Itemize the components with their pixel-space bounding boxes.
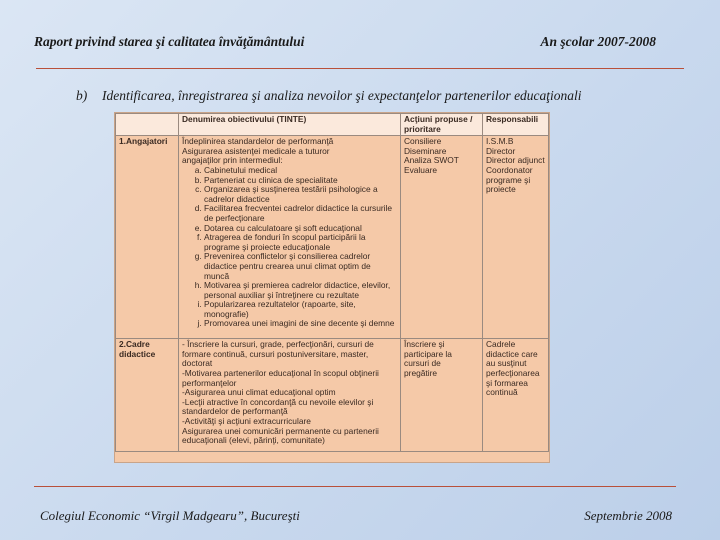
table-header-cell: Denumirea obiectivului (TINTE) [179,114,401,136]
section-letter: b) [76,88,88,103]
actions-cell: Înscriere şi participare la cursuri de pregătire [401,339,483,452]
list-item: f. Atragerea de fonduri în scopul participării la programe şi proiecte educaţionale [204,233,397,252]
category-cell: 2.Cadre didactice [116,339,179,452]
objectives-cell: - Înscriere la cursuri, grade, perfecţionări, cursuri de formare continuă, cursuri postuniversitare, master, doctorat -Motivarea partenerilor educaţional în scopul obţinerii performanţelor -Asigurarea unui climat educaţional optim -Lecţii atractive în concordanţă cu nevoile elevilor şi standardelor de performanţă -Activităţi şi acţiuni extracurriculare Asigurarea unei comunicări permanente cu partenerii educaţionali (elevi, părinţi, comunitate) [179,339,401,452]
list-item: h. Motivarea şi premierea cadrelor didactice, elevilor, personal auxiliar şi întreţinere cu rezultate [204,281,397,300]
section-title: Identificarea, înregistrarea şi analiza nevoilor şi expectanţelor partenerilor educaţionali [102,88,582,103]
table-row [116,136,549,339]
list-item: d. Facilitarea frecventei cadrelor didactice la cursurile de perfecţionare [204,204,397,223]
section-heading [76,88,582,104]
list-item: a. Cabinetului medical [204,166,397,176]
footer-school-name: Colegiul Economic “Virgil Madgearu”, Bucureşti [40,508,300,523]
footer-divider [34,486,676,487]
table-header-cell [116,114,179,136]
responsible-cell: I.S.M.B Director Director adjunct Coordonator programe şi proiecte [483,136,549,339]
list-item: e. Dotarea cu calculatoare şi soft educaţional [204,224,397,234]
objectives-table-image [114,112,550,463]
table-header-cell: Responsabili [483,114,549,136]
list-item: c. Organizarea şi susţinerea testării psihologice a cadrelor didactice [204,185,397,204]
objectives-list [182,166,397,329]
header-divider [36,68,684,69]
actions-cell: Consiliere Diseminare Analiza SWOT Evaluare [401,136,483,339]
list-item: g. Prevenirea conflictelor şi consilierea cadrelor didactice pentru crearea unui climat optim de muncă [204,252,397,281]
header-school-year: An şcolar 2007-2008 [540,34,656,49]
header-title: Raport privind starea şi calitatea învăţământului [34,34,305,49]
objectives-cell: Îndeplinirea standardelor de performanţă Asigurarea asistenţei medicale a tuturor angajaţilor prin intermediul: a. Cabinetului medical b. Parteneriat cu clinica de specialitate c. Organizarea şi susţinerea testării psihologice a cadrelor didactice d. Facilitarea frecventei cadrelor didactice la cursurile de perfecţionare e. Dotarea cu calculatoare şi soft educaţional f. Atragerea de fonduri în scopul participării la programe şi proiecte educaţionale g. Prevenirea conflictelor şi consilierea cadrelor didactice pentru crearea unui climat optim de muncă h. Motivarea şi premierea cadrelor didactice, elevilor, personal auxiliar şi întreţinere cu rezultate i. Popularizarea rezultatelor (rapoarte, site, monografie) j. Promovarea unei imagini de sine decente şi demne [179,136,401,339]
category-cell: 1.Angajatori [116,136,179,339]
table-row [116,339,549,452]
list-item: j. Promovarea unei imagini de sine decente şi demne [204,319,397,329]
table-header-cell: Acţiuni propuse / prioritare [401,114,483,136]
list-item: i. Popularizarea rezultatelor (rapoarte, site, monografie) [204,300,397,319]
objectives-table [115,113,549,452]
responsible-cell: Cadrele didactice care au susţinut perfecţionarea şi formarea continuă [483,339,549,452]
list-item: b. Parteneriat cu clinica de specialitate [204,176,397,186]
table-header-row [116,114,549,136]
footer-date: Septembrie 2008 [584,508,672,523]
